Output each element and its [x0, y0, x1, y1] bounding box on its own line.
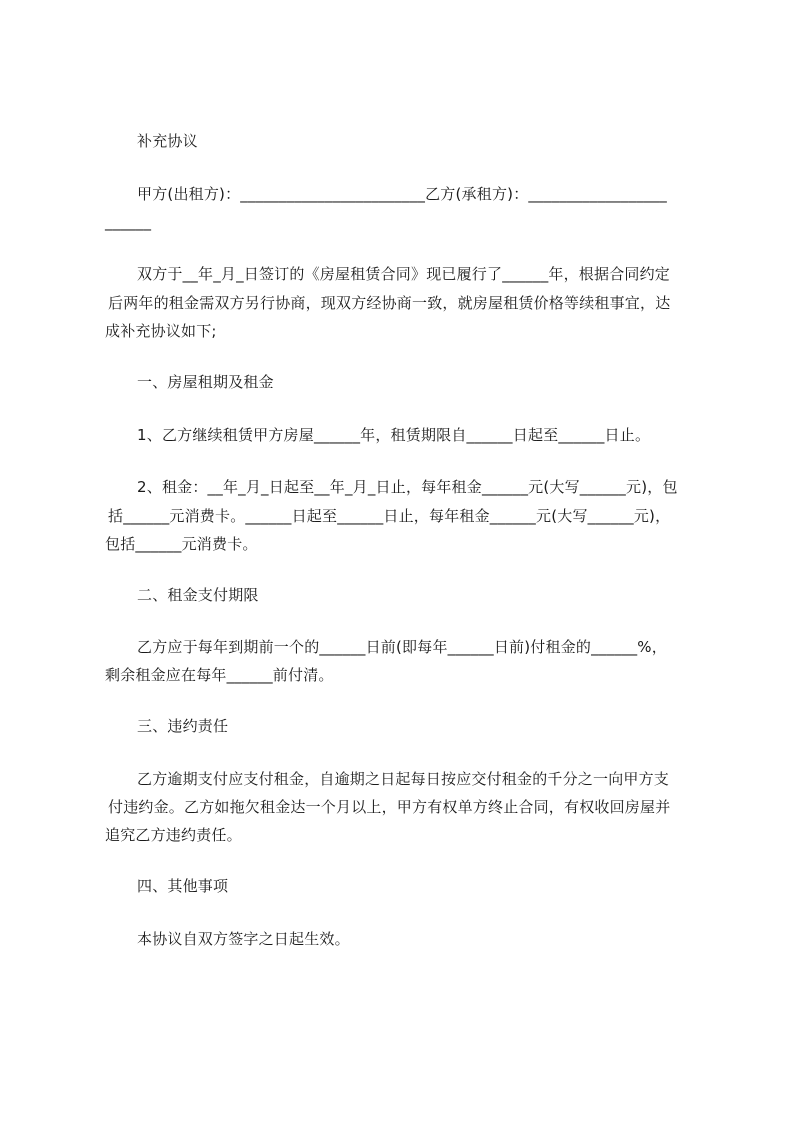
section-2-heading: 二、租金支付期限	[137, 586, 259, 604]
section-1-item-2-line-3: 包括______元消费卡。	[105, 535, 258, 553]
parties-line-2: ______	[105, 213, 152, 231]
section-4-body: 本协议自双方签字之日起生效。	[137, 930, 350, 948]
section-1-item-1: 1、乙方继续租赁甲方房屋______年，租赁期限自______日起至______日止。	[137, 426, 651, 444]
intro-line-1: 双方于__年_月_日签订的《房屋租赁合同》现已履行了______年，根据合同约定	[137, 265, 671, 283]
section-1-heading: 一、房屋租期及租金	[137, 373, 274, 391]
section-2-line-1: 乙方应于每年到期前一个的______日前(即每年______日前)付租金的______%，	[137, 638, 667, 656]
intro-line-2: 后两年的租金需双方另行协商，现双方经协商一致，就房屋租赁价格等续租事宜，达	[108, 294, 671, 312]
section-3-line-2: 付违约金。乙方如拖欠租金达一个月以上，甲方有权单方终止合同，有权收回房屋并	[108, 798, 671, 816]
section-1-item-2-line-2: 括______元消费卡。______日起至______日止，每年租金______元(大写______元)，	[108, 507, 671, 525]
document-title: 补充协议	[137, 132, 198, 150]
section-1-item-2-line-1: 2、租金：__年_月_日起至__年_月_日止，每年租金______元(大写______元)，包	[137, 478, 678, 496]
section-3-heading: 三、违约责任	[137, 717, 229, 735]
section-3-line-3: 追究乙方违约责任。	[105, 826, 242, 844]
section-2-line-2: 剩余租金应在每年______前付清。	[105, 666, 334, 684]
parties-line-1: 甲方(出租方)：________________________乙方(承租方)：__________________	[137, 185, 668, 203]
section-4-heading: 四、其他事项	[137, 877, 229, 895]
section-3-line-1: 乙方逾期支付应支付租金，自逾期之日起每日按应交付租金的千分之一向甲方支	[137, 770, 670, 788]
intro-line-3: 成补充协议如下;	[105, 322, 217, 340]
